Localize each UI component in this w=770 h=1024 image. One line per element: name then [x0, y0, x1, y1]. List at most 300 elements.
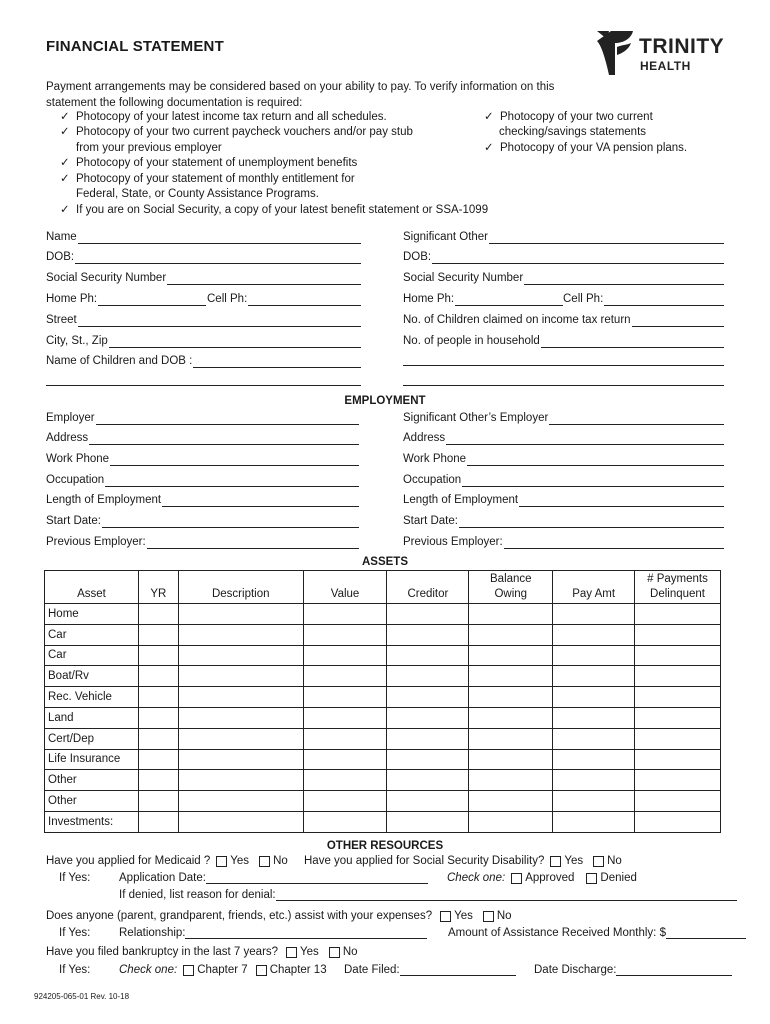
so-employment-field-input[interactable] — [459, 516, 724, 528]
required-doc-text: If you are on Social Security, a copy of your latest benefit statement or SSA-1099 — [76, 204, 489, 216]
employment-field — [46, 535, 359, 549]
personal-field-label: Name — [46, 231, 77, 243]
ssd-no-checkbox[interactable] — [593, 856, 604, 867]
so-personal-field-input[interactable] — [632, 315, 724, 327]
employment-field-label: Previous Employer: — [46, 536, 146, 548]
employment-field-input[interactable] — [96, 413, 359, 425]
so-employment-field-input[interactable] — [462, 475, 724, 487]
personal-field — [46, 250, 361, 264]
denied-label: Denied — [600, 872, 637, 884]
checkmark-icon: ✓ — [484, 142, 494, 154]
so-cell-phone-field-label: Cell Ph: — [563, 293, 604, 305]
asset-input-cell[interactable] — [469, 645, 553, 666]
so-employment-field-input[interactable] — [467, 454, 724, 466]
asset-input-cell[interactable] — [178, 749, 303, 770]
so-personal-field-label: No. of people in household — [403, 335, 540, 347]
asset-input-cell[interactable] — [303, 666, 387, 687]
so-employment-field-label: Work Phone — [403, 453, 467, 465]
required-doc-text: Photocopy of your statement of unemployment benefits — [76, 157, 358, 169]
asset-input-cell[interactable] — [553, 645, 635, 666]
logo-word-health: HEALTH — [640, 59, 691, 73]
asset-input-cell[interactable] — [469, 770, 553, 791]
asset-name-cell: Land — [45, 707, 139, 728]
required-doc-text: Photocopy of your latest income tax return and all schedules. — [76, 111, 387, 123]
employment-field — [46, 411, 359, 425]
assets-column-header — [138, 571, 178, 604]
date-discharge-label: Date Discharge: — [534, 964, 617, 976]
required-doc-item — [499, 125, 646, 141]
asset-input-cell[interactable] — [178, 770, 303, 791]
personal-field — [46, 313, 361, 327]
asset-input-cell[interactable] — [635, 604, 721, 625]
asset-input-cell[interactable] — [303, 770, 387, 791]
asset-input-cell[interactable] — [387, 728, 469, 749]
so-employment-field-input[interactable] — [519, 495, 724, 507]
application-date-label: Application Date: — [119, 872, 206, 884]
header-line: Owing — [494, 588, 528, 600]
denial-reason-row — [119, 889, 737, 901]
so-cell-phone-field — [563, 292, 724, 306]
chapter13-checkbox[interactable] — [256, 965, 267, 976]
asset-input-cell[interactable] — [387, 749, 469, 770]
asset-input-cell[interactable] — [178, 728, 303, 749]
date-filed-label: Date Filed: — [344, 964, 400, 976]
asset-name-cell: Car — [45, 645, 139, 666]
asset-input-cell[interactable] — [469, 791, 553, 812]
assets-column-header — [178, 571, 303, 604]
asset-input-cell[interactable] — [138, 624, 178, 645]
so-employment-field — [403, 493, 724, 507]
asset-name-cell: Car — [45, 624, 139, 645]
required-doc-text: Photocopy of your statement of monthly entitlement for — [76, 173, 355, 185]
header-line: # Payments — [647, 573, 708, 585]
if-yes-label-2: If Yes: — [59, 927, 91, 939]
required-doc-text: Photocopy of your two current — [500, 111, 653, 123]
employment-field — [46, 514, 359, 528]
instructions-line-1: Payment arrangements may be considered based on your ability to pay. To verify information on this — [46, 81, 555, 93]
so-employment-field-input[interactable] — [504, 537, 724, 549]
required-doc-text: checking/savings statements — [499, 126, 647, 138]
assist-amount-row — [448, 927, 746, 939]
asset-input-cell[interactable] — [303, 791, 387, 812]
so-employment-field-label: Length of Employment — [403, 494, 519, 506]
asset-input-cell[interactable] — [303, 707, 387, 728]
required-doc-item — [76, 187, 319, 203]
so-personal-field — [403, 230, 724, 244]
assets-heading: ASSETS — [361, 556, 408, 568]
required-doc-item — [60, 125, 413, 141]
checkmark-icon: ✓ — [60, 111, 70, 123]
assets-column-header — [469, 571, 553, 604]
assist-question-row — [46, 910, 512, 922]
required-doc-item — [484, 110, 653, 126]
asset-input-cell[interactable] — [635, 728, 721, 749]
children-extra-line[interactable] — [403, 385, 724, 386]
required-doc-text: Federal, State, or County Assistance Programs. — [76, 188, 319, 200]
asset-input-cell[interactable] — [635, 811, 721, 832]
required-doc-item — [60, 156, 357, 172]
assist-amount-label: Amount of Assistance Received Monthly: $ — [448, 927, 666, 939]
asset-input-cell[interactable] — [303, 728, 387, 749]
relationship-field[interactable] — [185, 927, 427, 939]
chapter7-checkbox[interactable] — [183, 965, 194, 976]
assist-yes-checkbox[interactable] — [440, 911, 451, 922]
if-yes-label-3: If Yes: — [59, 964, 91, 976]
asset-input-cell[interactable] — [178, 687, 303, 708]
asset-input-cell[interactable] — [553, 770, 635, 791]
denied-checkbox[interactable] — [586, 873, 597, 884]
asset-input-cell[interactable] — [387, 604, 469, 625]
so-personal-field — [403, 334, 724, 348]
asset-input-cell[interactable] — [138, 645, 178, 666]
assets-column-header — [387, 571, 469, 604]
asset-input-cell[interactable] — [387, 666, 469, 687]
asset-input-cell[interactable] — [138, 604, 178, 625]
medicaid-yes-checkbox[interactable] — [216, 856, 227, 867]
medicaid-yes-label: Yes — [230, 855, 250, 867]
employment-heading: EMPLOYMENT — [344, 395, 426, 407]
asset-name-cell: Other — [45, 791, 139, 812]
personal-field — [46, 230, 361, 244]
asset-input-cell[interactable] — [178, 666, 303, 687]
so-personal-field — [403, 271, 724, 285]
so-personal-field-label: Significant Other — [403, 231, 489, 243]
asset-input-cell[interactable] — [553, 811, 635, 832]
so-personal-field-label: DOB: — [403, 251, 432, 263]
ssd-question-row — [304, 855, 622, 867]
asset-input-cell[interactable] — [138, 770, 178, 791]
personal-field-input[interactable] — [167, 273, 361, 285]
checkmark-icon: ✓ — [60, 173, 70, 185]
approved-checkbox[interactable] — [511, 873, 522, 884]
asset-input-cell[interactable] — [138, 811, 178, 832]
so-personal-field-label: No. of Children claimed on income tax return — [403, 314, 631, 326]
checkmark-icon: ✓ — [60, 126, 70, 138]
assist-question: Does anyone (parent, grandparent, friends, etc.) assist with your expenses? — [46, 910, 433, 922]
asset-input-cell[interactable] — [553, 791, 635, 812]
assist-amount-field[interactable] — [666, 927, 746, 939]
so-personal-field-input[interactable] — [541, 336, 724, 348]
required-doc-item — [60, 110, 387, 126]
asset-input-cell[interactable] — [469, 707, 553, 728]
asset-input-cell[interactable] — [178, 604, 303, 625]
so-employment-field-input[interactable] — [446, 433, 724, 445]
personal-field-label: Street — [46, 314, 77, 326]
asset-input-cell[interactable] — [387, 707, 469, 728]
asset-name-cell: Cert/Dep — [45, 728, 139, 749]
asset-input-cell[interactable] — [469, 624, 553, 645]
bankruptcy-yes-checkbox[interactable] — [286, 947, 297, 958]
asset-input-cell[interactable] — [469, 728, 553, 749]
employment-field-label: Work Phone — [46, 453, 110, 465]
personal-field-input[interactable] — [78, 232, 361, 244]
header-line: YR — [150, 587, 167, 600]
date-discharge-field[interactable] — [616, 964, 732, 976]
assets-row — [45, 728, 721, 749]
employment-field-input[interactable] — [110, 454, 359, 466]
chapter7-label: Chapter 7 — [197, 964, 248, 976]
bankruptcy-question: Have you filed bankruptcy in the last 7 years? — [46, 946, 279, 958]
medicaid-no-label: No — [273, 855, 288, 867]
application-date-row — [59, 872, 428, 884]
personal-field-input[interactable] — [109, 336, 361, 348]
trinity-health-logo — [595, 27, 725, 77]
date-discharge-row — [534, 964, 732, 976]
assets-row — [45, 811, 721, 832]
asset-input-cell[interactable] — [303, 645, 387, 666]
asset-input-cell[interactable] — [387, 791, 469, 812]
asset-input-cell[interactable] — [553, 624, 635, 645]
employment-field-input[interactable] — [89, 433, 359, 445]
asset-input-cell[interactable] — [178, 707, 303, 728]
asset-input-cell[interactable] — [553, 707, 635, 728]
asset-input-cell[interactable] — [635, 687, 721, 708]
asset-input-cell[interactable] — [635, 791, 721, 812]
relationship-row — [59, 927, 427, 939]
medicaid-no-checkbox[interactable] — [259, 856, 270, 867]
asset-input-cell[interactable] — [387, 624, 469, 645]
ssd-question: Have you applied for Social Security Disability? — [304, 855, 545, 867]
assets-row — [45, 666, 721, 687]
asset-input-cell[interactable] — [553, 687, 635, 708]
page-title: FINANCIAL STATEMENT — [46, 38, 224, 55]
asset-name-cell: Rec. Vehicle — [45, 687, 139, 708]
children-extra-line[interactable] — [46, 385, 361, 386]
asset-name-cell: Boat/Rv — [45, 666, 139, 687]
assets-row — [45, 687, 721, 708]
bankruptcy-yes-label: Yes — [300, 946, 319, 958]
asset-name-cell: Investments: — [45, 811, 139, 832]
home-phone-field-input[interactable] — [98, 294, 206, 306]
so-employment-field-label: Previous Employer: — [403, 536, 503, 548]
asset-input-cell[interactable] — [635, 749, 721, 770]
assets-table — [44, 570, 721, 833]
assist-no-label: No — [496, 910, 512, 922]
asset-input-cell[interactable] — [138, 707, 178, 728]
asset-input-cell[interactable] — [469, 811, 553, 832]
asset-input-cell[interactable] — [138, 687, 178, 708]
so-personal-field-input[interactable] — [524, 273, 724, 285]
so-personal-field-input[interactable] — [432, 252, 724, 264]
personal-field — [46, 334, 361, 348]
asset-name-cell: Other — [45, 770, 139, 791]
so-employment-field — [403, 431, 724, 445]
asset-input-cell[interactable] — [387, 645, 469, 666]
asset-input-cell[interactable] — [553, 604, 635, 625]
check-one-label: Check one: — [447, 872, 506, 884]
assets-column-header — [635, 571, 721, 604]
asset-input-cell[interactable] — [178, 791, 303, 812]
asset-input-cell[interactable] — [469, 687, 553, 708]
asset-input-cell[interactable] — [635, 645, 721, 666]
children-extra-line[interactable] — [403, 365, 724, 366]
assets-row — [45, 791, 721, 812]
asset-input-cell[interactable] — [635, 666, 721, 687]
checkmark-icon: ✓ — [60, 157, 70, 169]
ssd-status-row — [447, 872, 637, 884]
so-employment-field-label: Significant Other’s Employer — [403, 412, 549, 424]
so-employment-field-label: Start Date: — [403, 515, 458, 527]
required-doc-item — [76, 141, 222, 157]
asset-name-cell: Home — [45, 604, 139, 625]
header-line: Asset — [77, 587, 106, 600]
employment-field-label: Length of Employment — [46, 494, 162, 506]
asset-input-cell[interactable] — [303, 687, 387, 708]
so-employment-field-label: Occupation — [403, 474, 462, 486]
so-employment-field — [403, 411, 724, 425]
personal-field-label: Social Security Number — [46, 272, 167, 284]
bankruptcy-details-row — [59, 964, 327, 976]
personal-field-input[interactable] — [193, 356, 361, 368]
so-home-phone-field-input[interactable] — [455, 294, 563, 306]
trinity-logo-icon — [595, 27, 635, 77]
assets-row — [45, 604, 721, 625]
asset-input-cell[interactable] — [469, 604, 553, 625]
ssd-yes-checkbox[interactable] — [550, 856, 561, 867]
checkmark-icon: ✓ — [60, 204, 70, 216]
assets-row — [45, 707, 721, 728]
asset-input-cell[interactable] — [387, 770, 469, 791]
bankruptcy-check-one-label: Check one: — [119, 964, 178, 976]
so-employment-field-input[interactable] — [549, 413, 724, 425]
employment-field-label: Start Date: — [46, 515, 101, 527]
cell-phone-field — [207, 292, 361, 306]
assets-row — [45, 645, 721, 666]
medicaid-question: Have you applied for Medicaid ? — [46, 855, 211, 867]
so-personal-field — [403, 250, 724, 264]
required-doc-text: Photocopy of your two current paycheck vouchers and/or pay stub — [76, 126, 413, 138]
so-employment-field — [403, 452, 724, 466]
employment-field-input[interactable] — [147, 537, 359, 549]
personal-field-input[interactable] — [78, 315, 361, 327]
employment-field-input[interactable] — [162, 495, 359, 507]
personal-field-label: DOB: — [46, 251, 75, 263]
personal-field — [46, 354, 361, 368]
so-home-phone-field — [403, 292, 563, 306]
asset-input-cell[interactable] — [178, 645, 303, 666]
required-doc-text: Photocopy of your VA pension plans. — [500, 142, 688, 154]
asset-input-cell[interactable] — [469, 749, 553, 770]
personal-field-label: City, St., Zip — [46, 335, 108, 347]
asset-input-cell[interactable] — [387, 687, 469, 708]
employment-field-label: Employer — [46, 412, 95, 424]
assets-column-header — [45, 571, 139, 604]
so-employment-field-label: Address — [403, 432, 446, 444]
approved-label: Approved — [525, 872, 575, 884]
employment-field-label: Address — [46, 432, 89, 444]
employment-field-input[interactable] — [102, 516, 359, 528]
bankruptcy-no-label: No — [342, 946, 358, 958]
chapter13-label: Chapter 13 — [269, 964, 327, 976]
so-employment-field — [403, 473, 724, 487]
cell-phone-field-input[interactable] — [248, 294, 361, 306]
required-doc-item — [60, 203, 488, 219]
denial-reason-label: If denied, list reason for denial: — [119, 889, 276, 901]
instructions-line-2: statement the following documentation is required: — [46, 96, 303, 109]
required-doc-text: from your previous employer — [76, 142, 222, 154]
asset-input-cell[interactable] — [138, 791, 178, 812]
employment-field-input[interactable] — [105, 475, 359, 487]
asset-input-cell[interactable] — [138, 666, 178, 687]
asset-input-cell[interactable] — [553, 666, 635, 687]
header-line: Value — [330, 587, 360, 600]
cell-phone-field-label: Cell Ph: — [207, 293, 248, 305]
personal-field-input[interactable] — [75, 252, 361, 264]
header-line: Creditor — [407, 587, 449, 600]
asset-input-cell[interactable] — [303, 604, 387, 625]
asset-input-cell[interactable] — [553, 749, 635, 770]
asset-input-cell[interactable] — [469, 666, 553, 687]
header-line: Delinquent — [650, 588, 705, 600]
asset-input-cell[interactable] — [178, 811, 303, 832]
assets-column-header — [303, 571, 387, 604]
asset-name-cell: Life Insurance — [45, 749, 139, 770]
logo-word-trinity: TRINITY — [639, 35, 725, 58]
so-employment-field — [403, 514, 724, 528]
so-employment-field — [403, 535, 724, 549]
home-phone-field — [46, 292, 206, 306]
assets-row — [45, 749, 721, 770]
so-home-phone-field-label: Home Ph: — [403, 293, 455, 305]
assets-column-header — [553, 571, 635, 604]
employment-field — [46, 493, 359, 507]
asset-input-cell[interactable] — [178, 624, 303, 645]
if-yes-label: If Yes: — [59, 872, 91, 884]
ssd-yes-label: Yes — [564, 855, 584, 867]
asset-input-cell[interactable] — [387, 811, 469, 832]
asset-input-cell[interactable] — [303, 624, 387, 645]
asset-input-cell[interactable] — [553, 728, 635, 749]
employment-field-label: Occupation — [46, 474, 105, 486]
personal-field — [46, 271, 361, 285]
personal-field-label: Name of Children and DOB : — [46, 355, 193, 367]
assets-row — [45, 770, 721, 791]
denial-reason-field[interactable] — [276, 889, 737, 901]
form-code: 924205-065-01 Rev. 10-18 — [34, 992, 130, 1001]
asset-input-cell[interactable] — [138, 728, 178, 749]
so-personal-field-input[interactable] — [489, 232, 724, 244]
medicaid-question-row — [46, 855, 288, 867]
home-phone-field-label: Home Ph: — [46, 293, 98, 305]
relationship-label: Relationship: — [119, 927, 186, 939]
so-cell-phone-field-input[interactable] — [604, 294, 724, 306]
instructions — [46, 80, 566, 111]
assets-row — [45, 624, 721, 645]
asset-input-cell[interactable] — [635, 770, 721, 791]
date-filed-row — [344, 964, 516, 976]
asset-input-cell[interactable] — [303, 811, 387, 832]
asset-input-cell[interactable] — [635, 707, 721, 728]
so-personal-field — [403, 313, 724, 327]
employment-field — [46, 473, 359, 487]
bankruptcy-question-row — [46, 946, 358, 958]
checkmark-icon: ✓ — [484, 111, 494, 123]
header-line: Pay Amt — [572, 587, 616, 600]
application-date-field[interactable] — [206, 872, 428, 884]
ssd-no-label: No — [607, 855, 622, 867]
date-filed-field[interactable] — [400, 964, 516, 976]
header-line: Balance — [490, 573, 532, 585]
bankruptcy-no-checkbox[interactable] — [329, 947, 340, 958]
employment-field — [46, 452, 359, 466]
assist-no-checkbox[interactable] — [483, 911, 494, 922]
asset-input-cell[interactable] — [635, 624, 721, 645]
other-resources-heading: OTHER RESOURCES — [326, 840, 444, 852]
asset-input-cell[interactable] — [138, 749, 178, 770]
so-personal-field-label: Social Security Number — [403, 272, 524, 284]
asset-input-cell[interactable] — [303, 749, 387, 770]
assist-yes-label: Yes — [454, 910, 473, 922]
